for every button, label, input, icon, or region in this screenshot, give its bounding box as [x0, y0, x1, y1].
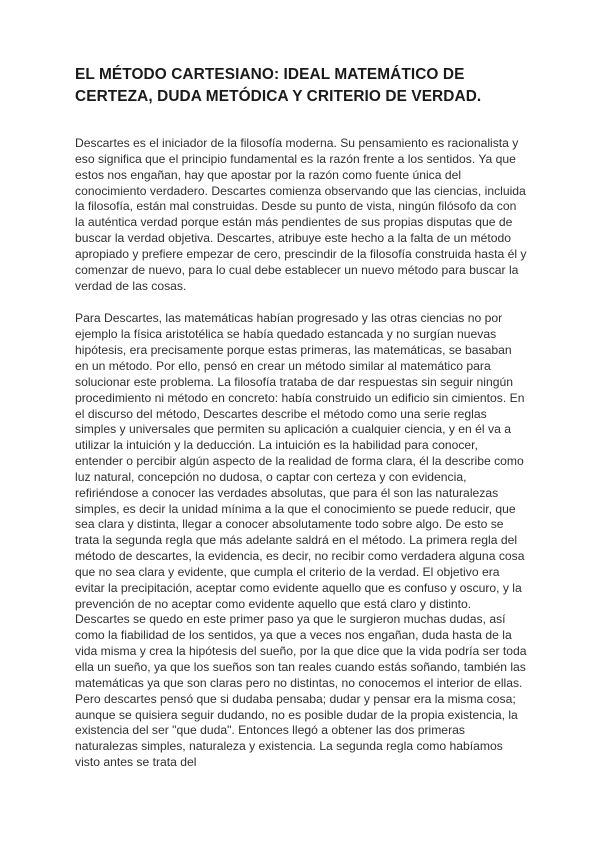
- paragraph-intro: Descartes es el iniciador de la filosofía moderna. Su pensamiento es racionalista y eso significa que el principio fundamental es la razón frente a los sentidos. Ya que estos nos engañan, hay que apostar por la razón como fuente única del conocimiento verdadero. Descartes comienza observando que las ciencias, incluida la filosofía, están mal construidas. Desde su punto de vista, ningún filósofo da con la auténtica verdad porque están más pendientes de sus propias disputas que de buscar la verdad objetiva. Descartes, atribuye este hecho a la falta de un método apropiado y prefiere empezar de cero, prescindir de la filosofía construida hasta él y comenzar de nuevo, para lo cual debe establecer un nuevo método para buscar la verdad de las cosas.: [75, 136, 527, 293]
- document-title: EL MÉTODO CARTESIANO: IDEAL MATEMÁTICO DE CERTEZA, DUDA METÓDICA Y CRITERIO DE VERDAD.: [75, 66, 482, 105]
- document-page: [75, 64, 527, 788]
- paragraph-method: Para Descartes, las matemáticas habían progresado y las otras ciencias no por ejemplo la física aristotélica se había quedado estancada y no surgían nuevas hipótesis, era precisamente porque estas primeras, las matemáticas, se basaban en un método. Por ello, pensó en crear un método similar al matemático para solucionar este problema. La filosofía trataba de dar respuestas sin seguir ningún procedimiento ni método en concreto: había construido un edificio sin cimientos. En el discurso del método, Descartes describe el método como una serie reglas simples y universales que permiten su aplicación a cualquier ciencia, y en él va a utilizar la intuición y la deducción. La intuición es la habilidad para conocer, entender o percibir algún aspecto de la realidad de forma clara, él la describe como luz natural, concepción no dudosa, o captar con certeza y con evidencia, refiriéndose a conocer las verdades absolutas, que para él son las naturalezas simples, es decir la unidad mínima a la que el conocimiento se puede reducir, que sea clara y distinta, llegar a conocer absolutamente todo sobre algo. De esto se trata la segunda regla que más adelante saldrá en el método. La primera regla del método de descartes, la evidencia, es decir, no recibir como verdadera alguna cosa que no sea clara y evidente, que cumpla el criterio de la verdad. El objetivo era evitar la precipitación, aceptar como evidente aquello que es confuso y oscuro, y la prevención de no aceptar como evidente aquello que está claro y distinto. Descartes se quedo en este primer paso ya que le surgieron muchas dudas, así como la fiabilidad de los sentidos, ya que a veces nos engañan, duda hasta de la vida misma y crea la hipótesis del sueño, por la que dice que la vida podría ser toda ella un sueño, ya que los sueños son tan reales cuando estás soñando, también las matemáticas ya que son claras pero no distintas, no conocemos el interior de ellas. Pero descartes pensó que si dudaba pensaba; dudar y pensar era la misma cosa; aunque se quisiera seguir dudando, no es posible dudar de la propia existencia, la existencia del ser "que duda". Entonces llegó a obtener las dos primeras naturalezas simples, naturaleza y existencia. La segunda regla como habíamos visto antes se trata del: [75, 311, 527, 770]
